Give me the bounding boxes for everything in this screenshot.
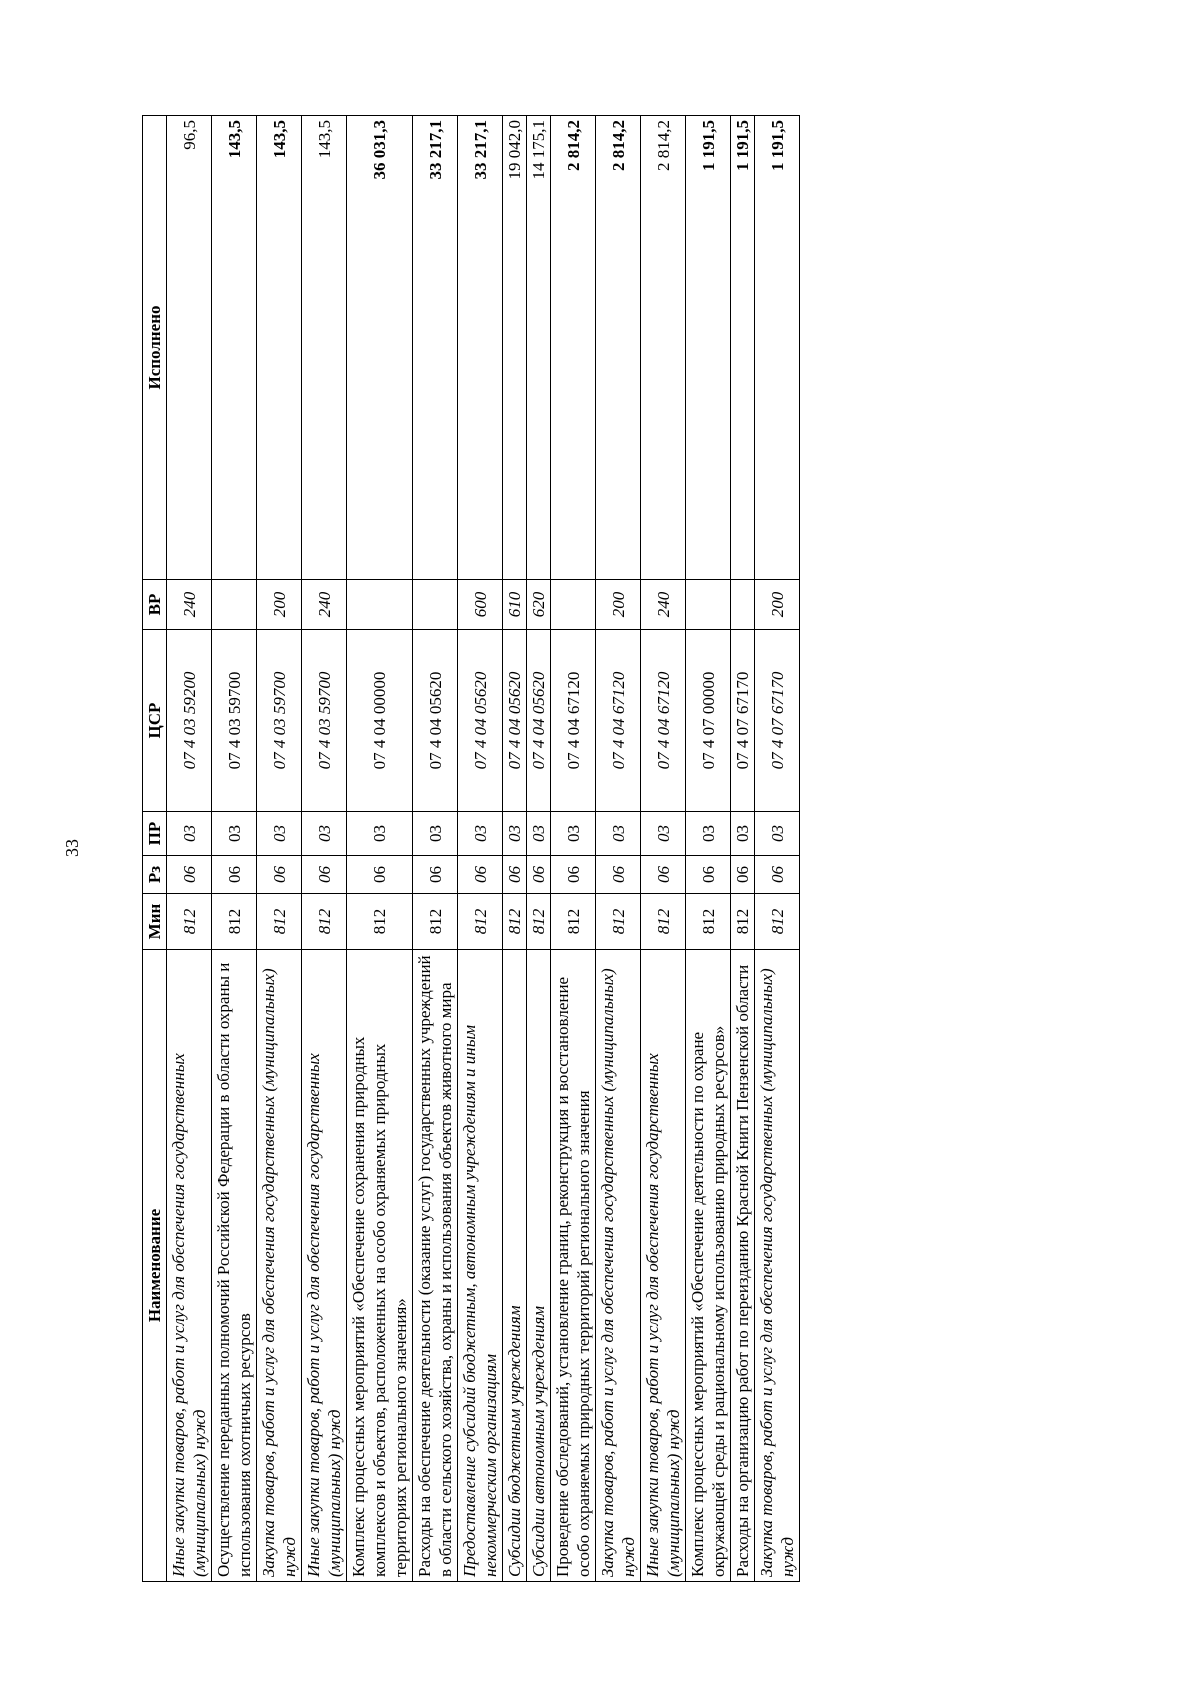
table-row [347,116,413,1582]
cell-vr [731,580,755,630]
cell-name: Субсидии автономным учреждениям [527,950,551,1582]
cell-name: Закупка товаров, работ и услуг для обеспечения государственных (муниципальных) нужд [596,950,641,1582]
cell-csr: 07 4 04 67120 [641,630,686,812]
cell-name: Расходы на обеспечение деятельности (оказание услуг) государственных учреждений в области сельского хозяйства, охраны и использования объектов животного мира [413,950,458,1582]
table-row [641,116,686,1582]
budget-execution-table [142,115,800,1582]
cell-vr: 240 [302,580,347,630]
table-row [755,116,800,1582]
cell-name: Иные закупки товаров, работ и услуг для обеспечения государственных (муниципальных) нужд [167,950,212,1582]
table-row [167,116,212,1582]
cell-csr: 07 4 04 67120 [551,630,596,812]
cell-amount: 96,5 [167,116,212,580]
table-row [212,116,257,1582]
table-row [413,116,458,1582]
rotated-table-container [142,116,1066,1582]
cell-name: Расходы на организацию работ по переизданию Красной Книги Пензенской области [731,950,755,1582]
cell-vr: 200 [257,580,302,630]
cell-amount: 143,5 [212,116,257,580]
cell-amount: 33 217,1 [458,116,503,580]
cell-name: Закупка товаров, работ и услуг для обеспечения государственных (муниципальных) нужд [755,950,800,1582]
cell-pr: 03 [347,812,413,856]
cell-rz: 06 [413,856,458,894]
table-row [257,116,302,1582]
cell-amount: 1 191,5 [755,116,800,580]
cell-min: 812 [302,894,347,950]
cell-amount: 33 217,1 [413,116,458,580]
cell-name: Иные закупки товаров, работ и услуг для обеспечения государственных (муниципальных) нужд [641,950,686,1582]
table-row [527,116,551,1582]
cell-csr: 07 4 04 67120 [596,630,641,812]
table-row [503,116,527,1582]
cell-amount: 36 031,3 [347,116,413,580]
cell-amount: 143,5 [257,116,302,580]
cell-name: Субсидии бюджетным учреждениям [503,950,527,1582]
header-vr: ВР [143,580,167,630]
cell-rz: 06 [755,856,800,894]
cell-pr: 03 [731,812,755,856]
cell-csr: 07 4 07 67170 [731,630,755,812]
header-row [143,116,167,1582]
cell-vr: 200 [596,580,641,630]
cell-pr: 03 [686,812,731,856]
cell-rz: 06 [347,856,413,894]
cell-pr: 03 [413,812,458,856]
header-name: Наименование [143,950,167,1582]
cell-min: 812 [347,894,413,950]
cell-name: Иные закупки товаров, работ и услуг для обеспечения государственных (муниципальных) нужд [302,950,347,1582]
cell-rz: 06 [302,856,347,894]
cell-amount: 2 814,2 [551,116,596,580]
cell-name: Комплекс процессных мероприятий «Обеспечение деятельности по охране окружающей среды и рациональному использованию природных ресурсов» [686,950,731,1582]
cell-min: 812 [731,894,755,950]
cell-vr: 610 [503,580,527,630]
cell-csr: 07 4 03 59700 [257,630,302,812]
table-row [686,116,731,1582]
cell-csr: 07 4 07 67170 [755,630,800,812]
cell-min: 812 [167,894,212,950]
cell-rz: 06 [212,856,257,894]
cell-vr [347,580,413,630]
cell-min: 812 [596,894,641,950]
table-row [458,116,503,1582]
table-row [596,116,641,1582]
cell-pr: 03 [302,812,347,856]
cell-pr: 03 [641,812,686,856]
cell-csr: 07 4 07 00000 [686,630,731,812]
cell-pr: 03 [257,812,302,856]
cell-amount: 1 191,5 [686,116,731,580]
cell-rz: 06 [551,856,596,894]
cell-amount: 143,5 [302,116,347,580]
cell-pr: 03 [212,812,257,856]
rotated-table-region [142,116,1066,1582]
cell-name: Осуществление переданных полномочий Российской Федерации в области охраны и использования охотничьих ресурсов [212,950,257,1582]
cell-csr: 07 4 04 00000 [347,630,413,812]
cell-amount: 2 814,2 [641,116,686,580]
cell-amount: 1 191,5 [731,116,755,580]
cell-min: 812 [686,894,731,950]
cell-min: 812 [503,894,527,950]
cell-csr: 07 4 04 05620 [458,630,503,812]
table-row [551,116,596,1582]
cell-rz: 06 [503,856,527,894]
header-amount: Исполнено [143,116,167,580]
cell-min: 812 [458,894,503,950]
header-pr: ПР [143,812,167,856]
cell-min: 812 [257,894,302,950]
cell-pr: 03 [458,812,503,856]
cell-min: 812 [212,894,257,950]
cell-pr: 03 [596,812,641,856]
cell-csr: 07 4 03 59700 [302,630,347,812]
cell-csr: 07 4 03 59700 [212,630,257,812]
cell-rz: 06 [596,856,641,894]
cell-rz: 06 [167,856,212,894]
cell-amount: 2 814,2 [596,116,641,580]
cell-vr: 600 [458,580,503,630]
cell-min: 812 [641,894,686,950]
cell-pr: 03 [527,812,551,856]
table-row [302,116,347,1582]
table-row [731,116,755,1582]
cell-rz: 06 [458,856,503,894]
cell-amount: 14 175,1 [527,116,551,580]
cell-rz: 06 [641,856,686,894]
cell-name: Проведение обследований, установление границ, реконструкция и восстановление особо охраняемых природных территорий регионального значения [551,950,596,1582]
cell-min: 812 [413,894,458,950]
cell-vr [686,580,731,630]
cell-vr: 200 [755,580,800,630]
cell-pr: 03 [167,812,212,856]
cell-vr [413,580,458,630]
header-rz: Рз [143,856,167,894]
table-body [167,116,800,1582]
cell-csr: 07 4 04 05620 [413,630,458,812]
header-min: Мин [143,894,167,950]
cell-vr: 240 [641,580,686,630]
cell-min: 812 [755,894,800,950]
cell-rz: 06 [686,856,731,894]
cell-csr: 07 4 04 05620 [527,630,551,812]
cell-vr: 240 [167,580,212,630]
cell-vr [551,580,596,630]
cell-pr: 03 [503,812,527,856]
cell-vr: 620 [527,580,551,630]
cell-pr: 03 [551,812,596,856]
cell-rz: 06 [731,856,755,894]
cell-name: Закупка товаров, работ и услуг для обеспечения государственных (муниципальных) нужд [257,950,302,1582]
cell-rz: 06 [527,856,551,894]
cell-min: 812 [551,894,596,950]
cell-min: 812 [527,894,551,950]
header-csr: ЦСР [143,630,167,812]
cell-pr: 03 [755,812,800,856]
cell-rz: 06 [257,856,302,894]
page-number: 33 [62,839,82,857]
cell-csr: 07 4 04 05620 [503,630,527,812]
cell-name: Предоставление субсидий бюджетным, автономным учреждениям и иным некоммерческим организациям [458,950,503,1582]
cell-name: Комплекс процессных мероприятий «Обеспечение сохранения природных комплексов и объектов, расположенных на особо охраняемых природных территориях регионального значения» [347,950,413,1582]
cell-csr: 07 4 03 59200 [167,630,212,812]
cell-amount: 19 042,0 [503,116,527,580]
cell-vr [212,580,257,630]
